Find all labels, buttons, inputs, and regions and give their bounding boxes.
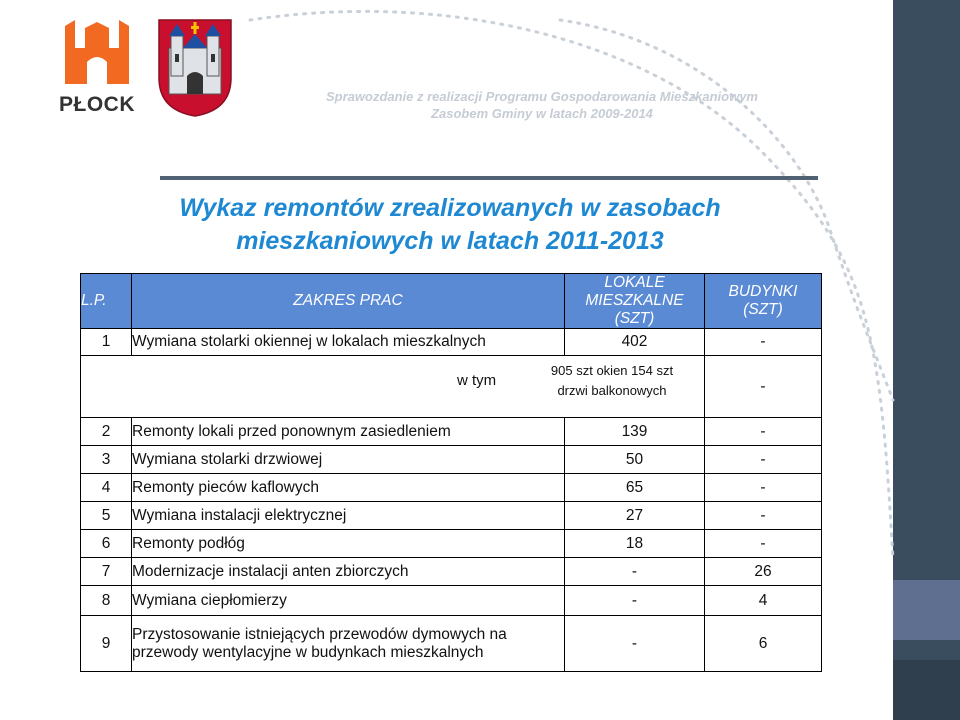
row-lp: 5 [81, 502, 132, 530]
header-budynki [705, 274, 822, 329]
table-row [81, 530, 822, 558]
row-lp: 4 [81, 474, 132, 502]
row-lokale: - [565, 586, 705, 616]
page-title-line-2: mieszkaniowych w latach 2011-2013 [236, 227, 664, 255]
w-tym-detail-line-2: drzwi balkonowych [557, 382, 667, 398]
row-desc: Wymiana stolarki drzwiowej [132, 446, 565, 474]
row-desc: Remonty pieców kaflowych [132, 474, 565, 502]
table-header-row [81, 274, 822, 329]
header-divider [160, 176, 818, 180]
header-zakres: ZAKRES PRAC [132, 274, 565, 329]
page-title [150, 192, 750, 258]
row-budynki: - [705, 418, 822, 446]
w-tym-detail-line-1: 905 szt okien 154 szt [550, 362, 674, 378]
table-row [81, 502, 822, 530]
table-row-w-tym [81, 356, 822, 418]
row-budynki: - [705, 329, 822, 356]
table-row [81, 446, 822, 474]
row-lokale: - [565, 616, 705, 672]
header-lokale-line-1: LOKALE [604, 274, 665, 291]
w-tym-cell [81, 356, 705, 418]
row-budynki: - [705, 474, 822, 502]
header-budynki-line-2: (SZT) [743, 301, 783, 318]
row-budynki: - [705, 530, 822, 558]
page-title-line-1: Wykaz remontów zrealizowanych w zasobach [179, 194, 721, 222]
row-desc: Wymiana instalacji elektrycznej [132, 502, 565, 530]
table-row [81, 329, 822, 356]
row-lp: 7 [81, 558, 132, 586]
row-lokale: 65 [565, 474, 705, 502]
row-lokale: - [565, 558, 705, 586]
report-header-line-2: Zasobem Gminy w latach 2009-2014 [431, 106, 653, 121]
right-sidebar-accent [893, 580, 960, 640]
right-sidebar-dark [893, 660, 960, 720]
row-desc: Wymiana ciepłomierzy [132, 586, 565, 616]
row-budynki: - [705, 502, 822, 530]
row-lp: 8 [81, 586, 132, 616]
row-lokale: 27 [565, 502, 705, 530]
header-lokale [565, 274, 705, 329]
report-header-line-1: Sprawozdanie z realizacji Programu Gospodarowania Mieszkaniowym [325, 89, 758, 104]
w-tym-label: w tym [457, 371, 497, 389]
row-lp: 6 [81, 530, 132, 558]
plock-logo-text: PŁOCK [59, 93, 135, 116]
row-lp: 1 [81, 329, 132, 356]
header-lp: L.P. [81, 274, 132, 329]
table-row [81, 586, 822, 616]
row-lp: 2 [81, 418, 132, 446]
row-lp: 9 [81, 616, 132, 672]
row-budynki: 6 [705, 616, 822, 672]
coat-of-arms-icon [157, 18, 233, 118]
row-lokale: 50 [565, 446, 705, 474]
plock-logo-icon [61, 18, 133, 88]
row-desc: Remonty podłóg [132, 530, 565, 558]
header-lokale-line-2: MIESZKALNE (SZT) [585, 292, 684, 327]
row-desc-line-2: przewody wentylacyjne w budynkach mieszkalnych [132, 643, 484, 661]
row-desc: Remonty lokali przed ponownym zasiedleniem [132, 418, 565, 446]
row-desc-line-1: Przystosowanie istniejących przewodów dymowych na [132, 625, 507, 643]
row-budynki: 4 [705, 586, 822, 616]
table-row [81, 474, 822, 502]
header-budynki-line-1: BUDYNKI [728, 283, 798, 300]
row-lokale: 18 [565, 530, 705, 558]
row-desc: Modernizacje instalacji anten zbiorczych [132, 558, 565, 586]
row-desc [132, 616, 565, 672]
renovations-table [80, 273, 822, 672]
row-lokale: 402 [565, 329, 705, 356]
row-lp: 3 [81, 446, 132, 474]
table-row [81, 616, 822, 672]
row-budynki: 26 [705, 558, 822, 586]
row-desc: Wymiana stolarki okiennej w lokalach mieszkalnych [132, 329, 565, 356]
table-row [81, 418, 822, 446]
w-tym-budynki: - [705, 356, 822, 418]
w-tym-detail [527, 361, 697, 401]
table-row [81, 558, 822, 586]
row-lokale: 139 [565, 418, 705, 446]
row-budynki: - [705, 446, 822, 474]
